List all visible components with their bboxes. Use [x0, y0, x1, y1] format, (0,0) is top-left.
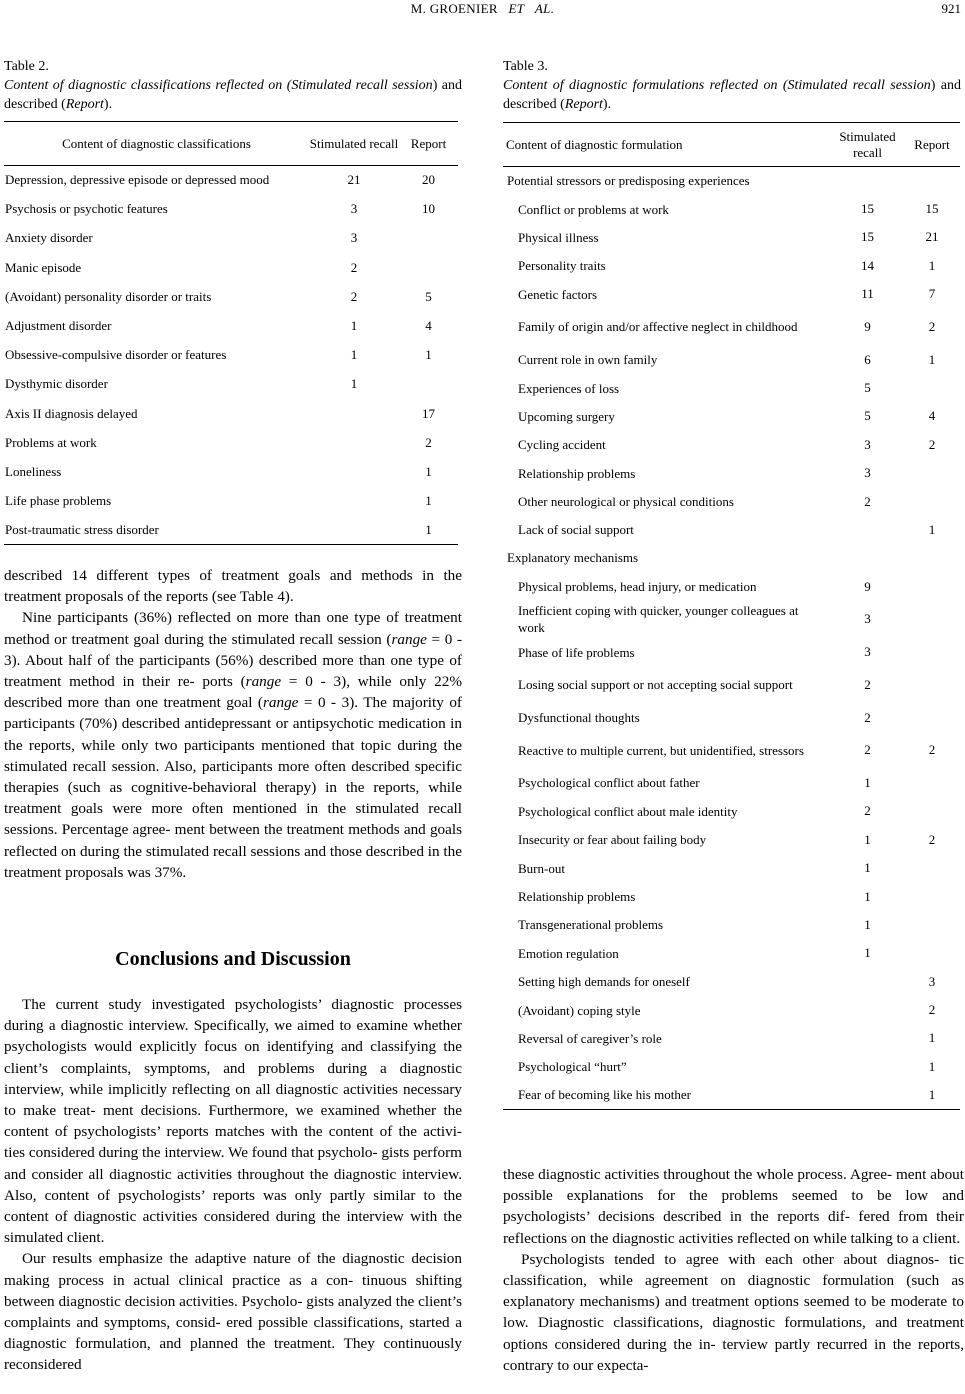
table2-header-content: Content of diagnostic classifications — [62, 135, 251, 151]
table2-title: Table 2. — [4, 59, 49, 74]
report-count — [904, 638, 960, 666]
row-label: Axis II diagnosis delayed — [5, 405, 138, 421]
row-label: Manic episode — [5, 259, 82, 275]
table-row — [503, 638, 960, 666]
recall-count — [309, 516, 399, 545]
paragraph: Nine participants (36%) reflected on more than one type of treatment method or treatment goal during the stimulated recall session (range = 0 - 3). About half of the participants (56%) described more than one type of treatment method in their re- ports (range = 0 - 3), while only 22% described more than one treatment goal (range = 0 - 3). The majority of participants (70%) described antidepressant or antipsychotic medication in the reports, while only two participants mentioned that topic during the stimulated recall session. Also, participants more often described specific therapies (such as cognitive-behavioral therapy) in the reports, while treatment goals were more often mentioned in the stimulated recall sessions. Percentage agree- ment between the treatment methods and goals reflected on during the stimulated recall sessions and those described in the treatment proposals was 37%. — [4, 609, 462, 881]
row-label: Inefficient coping with quicker, younger colleagues at work — [518, 603, 799, 636]
table-row — [503, 280, 960, 308]
table-row — [503, 459, 960, 487]
recall-count: 6 — [864, 351, 871, 367]
table-row — [4, 311, 458, 340]
recall-count: 15 — [861, 229, 874, 245]
row-label: Obsessive-compulsive disorder or features — [5, 347, 227, 363]
recall-count — [831, 544, 904, 572]
recall-count — [831, 516, 904, 544]
table-row — [4, 457, 458, 486]
report-count: 1 — [928, 257, 936, 273]
running-header — [0, 0, 965, 24]
row-label: Life phase problems — [5, 493, 112, 509]
table-row — [4, 428, 458, 457]
recall-count: 21 — [347, 172, 361, 188]
table-row — [503, 195, 960, 223]
row-label: Psychological conflict about male identity — [518, 803, 738, 819]
table-row — [503, 666, 960, 703]
recall-count: 2 — [350, 288, 358, 304]
recall-count: 2 — [864, 676, 871, 692]
right-body — [503, 1164, 964, 1376]
report-count — [904, 666, 960, 703]
report-count — [904, 769, 960, 797]
table-row — [503, 487, 960, 515]
table-row — [503, 573, 960, 601]
row-label: Physical illness — [518, 229, 599, 245]
table-row — [503, 797, 960, 825]
recall-count — [831, 967, 904, 995]
recall-count: 1 — [864, 860, 871, 876]
table-row — [503, 1053, 960, 1081]
row-label: Phase of life problems — [518, 644, 635, 660]
table-row — [4, 195, 458, 224]
report-count — [904, 487, 960, 515]
report-count — [904, 459, 960, 487]
table2-header-report: Report — [410, 135, 447, 151]
row-label: Setting high demands for oneself — [518, 974, 690, 990]
report-count: 1 — [425, 347, 432, 363]
report-count: 1 — [928, 1058, 936, 1074]
recall-count — [831, 1081, 904, 1109]
report-count: 1 — [928, 1086, 936, 1102]
recall-count: 3 — [864, 436, 871, 452]
table-row — [503, 308, 960, 345]
report-count: 10 — [422, 201, 435, 217]
row-label: Relationship problems — [518, 889, 636, 904]
page-number: 921 — [941, 1, 961, 16]
recall-count — [309, 428, 399, 457]
report-count — [904, 939, 960, 967]
table2-description: Content of diagnostic classifications reflected on (Stimulated recall session) and described (Report). — [4, 78, 462, 112]
paragraph: The current study investigated psychologists’ diagnostic processes during a diagnostic interview. Specifically, we aimed to examine whether psychologists would explicitly focus on identifying and classifying the client’s complaints, symptoms, and problems during a diagnostic interview, while implicitly reflecting on all diagnostic activities necessary to make treat- ment decisions. Furthermore, we examined whether the content of psychologists’ reports matches with the content of the activi- ties considered during the interview. We found that psycholo- gists perform and consider all diagnostic activities throughout the diagnostic interview. Also, content of psychologists’ reports was only partly similar to the content of diagnostic activities considered during the interview with the simulated client. — [4, 996, 462, 1247]
paragraph: Our results emphasize the adaptive nature of the diagnostic decision making process in actual clinical practice as a con- tinuous shifting between diagnostic decision activities. Psycholo- gists analyzed the client’s complaints and symptoms, consid- ered possible classifications, started a diagnostic formulation, and planned the treatment. They continuously reconsidered — [4, 1250, 462, 1374]
report-count: 2 — [928, 742, 936, 758]
row-label: Experiences of loss — [518, 380, 620, 396]
section-heading: Conclusions and Discussion — [115, 948, 351, 970]
row-label: Psychological “hurt” — [518, 1059, 627, 1075]
table-row — [503, 882, 960, 910]
recall-count: 2 — [864, 709, 871, 725]
table-row — [4, 166, 458, 195]
report-count: 2 — [928, 436, 936, 452]
table-row — [4, 253, 458, 282]
recall-count: 1 — [864, 945, 871, 961]
row-label: Relationship problems — [518, 465, 636, 481]
row-label: Adjustment disorder — [5, 318, 112, 334]
report-count: 2 — [928, 1002, 936, 1018]
report-count: 20 — [422, 172, 435, 188]
table3-header-recall: Stimulated recall — [839, 128, 896, 160]
paragraph: described 14 different types of treatment goals and methods in the treatment proposals of the reports (see Table 4). — [4, 567, 462, 606]
paragraph: these diagnostic activities throughout the whole process. Agree- ment about possible explanations for the problems seemed to be low and psychologists’ decisions described in the reports dif- fered from their reflections on the diagnostic activities reflected on while talking to a client. — [503, 1166, 964, 1247]
report-count — [904, 882, 960, 910]
table-row — [503, 374, 960, 402]
table3-header-content: Content of diagnostic formulation — [506, 136, 683, 152]
header-authors: M. GROENIER ET AL. — [410, 1, 555, 16]
recall-count: 1 — [864, 831, 871, 847]
recall-count — [831, 996, 904, 1024]
table-row — [503, 854, 960, 882]
table3-description: Content of diagnostic formulations reflected on (Stimulated recall session) and described (Report). — [503, 78, 962, 112]
recall-count: 2 — [864, 803, 871, 819]
table-row — [503, 911, 960, 939]
report-count: 1 — [928, 521, 936, 537]
row-label: Lack of social support — [518, 522, 634, 538]
row-label: Reversal of caregiver’s role — [518, 1030, 662, 1046]
report-count — [904, 374, 960, 402]
recall-count — [831, 1053, 904, 1081]
table-row — [503, 939, 960, 967]
table2-header-recall: Stimulated recall — [309, 135, 399, 151]
recall-count: 1 — [350, 347, 358, 363]
report-count: 7 — [928, 286, 936, 302]
row-label: Explanatory mechanisms — [507, 550, 639, 566]
report-count — [904, 544, 960, 572]
row-label: Psychosis or psychotic features — [5, 201, 168, 217]
report-count: 2 — [928, 831, 936, 847]
table-row — [503, 732, 960, 769]
report-count — [904, 911, 960, 939]
recall-count: 14 — [861, 257, 874, 273]
table3 — [503, 122, 960, 1110]
row-label: Problems at work — [5, 434, 97, 450]
recall-count: 11 — [861, 286, 874, 302]
report-count: 4 — [928, 408, 936, 424]
recall-count: 15 — [861, 201, 874, 217]
table-row — [503, 601, 960, 638]
table-row — [503, 516, 960, 544]
table-row — [503, 223, 960, 251]
left-body-top — [4, 565, 462, 883]
report-count: 1 — [425, 522, 432, 538]
recall-count: 3 — [864, 465, 871, 481]
report-count — [399, 224, 458, 253]
report-count: 3 — [928, 973, 936, 989]
recall-count: 3 — [350, 230, 358, 246]
row-label: Genetic factors — [518, 286, 598, 302]
row-label: Insecurity or fear about failing body — [518, 832, 707, 848]
table-row — [4, 370, 458, 399]
row-label: Cycling accident — [518, 437, 606, 453]
table-row — [503, 252, 960, 280]
recall-count: 2 — [864, 742, 871, 758]
table-row — [503, 345, 960, 373]
report-count: 17 — [422, 405, 435, 421]
table3-title: Table 3. — [503, 59, 548, 74]
recall-count: 1 — [350, 376, 358, 392]
table-row — [4, 341, 458, 370]
table-row — [4, 516, 458, 545]
table-row — [503, 1081, 960, 1109]
row-label: Family of origin and/or affective neglect in childhood — [518, 319, 798, 335]
recall-count: 2 — [864, 493, 871, 509]
table2 — [4, 121, 458, 545]
report-count — [399, 370, 458, 399]
row-label: Transgenerational problems — [518, 917, 664, 933]
recall-count: 2 — [350, 259, 358, 275]
report-count — [399, 253, 458, 282]
report-count — [904, 703, 960, 731]
report-count: 21 — [925, 229, 939, 245]
table-row — [4, 487, 458, 516]
table-row — [503, 1024, 960, 1052]
row-label: Reactive to multiple current, but unidentified, stressors — [518, 742, 804, 758]
table-row — [503, 996, 960, 1024]
row-label: Anxiety disorder — [5, 230, 93, 246]
table-row — [503, 703, 960, 731]
row-label: Other neurological or physical conditions — [518, 494, 734, 510]
recall-count — [309, 487, 399, 516]
table3-caption — [503, 57, 961, 114]
recall-count — [831, 1024, 904, 1052]
table-row — [4, 224, 458, 253]
table-row — [503, 167, 960, 195]
recall-count: 1 — [864, 888, 871, 904]
table-row — [503, 967, 960, 995]
table3-header-report: Report — [914, 136, 950, 152]
recall-count: 5 — [864, 380, 871, 396]
table2-caption — [4, 57, 462, 114]
report-count — [904, 573, 960, 601]
recall-count — [831, 167, 904, 195]
report-count: 1 — [425, 493, 432, 509]
row-label: Personality traits — [518, 258, 606, 274]
row-label: Burn-out — [518, 860, 565, 876]
row-label: Fear of becoming like his mother — [518, 1087, 691, 1103]
table-row — [4, 282, 458, 311]
row-label: Current role in own family — [518, 352, 658, 368]
report-count: 1 — [425, 463, 432, 479]
row-label: Post-traumatic stress disorder — [5, 522, 159, 538]
recall-count: 1 — [864, 774, 871, 790]
recall-count — [309, 399, 399, 428]
row-label: Dysfunctional thoughts — [518, 710, 640, 726]
report-count: 1 — [928, 351, 936, 367]
report-count: 1 — [928, 1030, 936, 1046]
report-count — [904, 601, 960, 638]
report-count: 15 — [925, 201, 939, 217]
table-row — [4, 399, 458, 428]
paragraph: Psychologists tended to agree with each other about diagnos- tic classification, while agreement on diagnostic formulation (such as explanatory mechanisms) and treatment options seemed to be moderate to low. Diagnostic classifications, diagnostic formulations, and treatment options considered during the in- terview partly recurred in the reports, contrary to our expecta- — [503, 1250, 964, 1374]
row-label: Potential stressors or predisposing experiences — [507, 172, 750, 188]
row-label: Psychological conflict about father — [518, 775, 700, 791]
recall-count — [309, 457, 399, 486]
row-label: Dysthymic disorder — [5, 376, 108, 392]
recall-count: 9 — [864, 318, 871, 334]
table-row — [503, 544, 960, 572]
recall-count: 3 — [864, 611, 871, 627]
table-row — [503, 769, 960, 797]
recall-count: 1 — [864, 916, 871, 932]
report-count: 2 — [928, 318, 936, 334]
table-row — [503, 826, 960, 854]
row-label: Depression, depressive episode or depressed mood — [5, 172, 270, 188]
report-count — [904, 167, 960, 195]
row-label: Emotion regulation — [518, 945, 619, 961]
report-count — [904, 854, 960, 882]
recall-count: 5 — [864, 408, 871, 424]
recall-count: 9 — [864, 578, 871, 594]
row-label: (Avoidant) personality disorder or traits — [5, 288, 212, 304]
report-count — [904, 797, 960, 825]
table-row — [503, 431, 960, 459]
row-label: Upcoming surgery — [518, 408, 615, 424]
recall-count: 3 — [350, 201, 358, 217]
report-count: 4 — [425, 318, 432, 334]
row-label: Loneliness — [5, 463, 62, 479]
report-count: 5 — [425, 288, 432, 304]
row-label: Conflict or problems at work — [518, 201, 669, 217]
row-label: Losing social support or not accepting social support — [518, 677, 793, 693]
table-row — [503, 402, 960, 430]
row-label: (Avoidant) coping style — [518, 1002, 641, 1018]
recall-count: 1 — [350, 318, 358, 334]
recall-count: 3 — [864, 644, 871, 660]
report-count: 2 — [425, 434, 432, 450]
left-body-bottom — [4, 994, 462, 1376]
row-label: Physical problems, head injury, or medication — [518, 579, 757, 595]
